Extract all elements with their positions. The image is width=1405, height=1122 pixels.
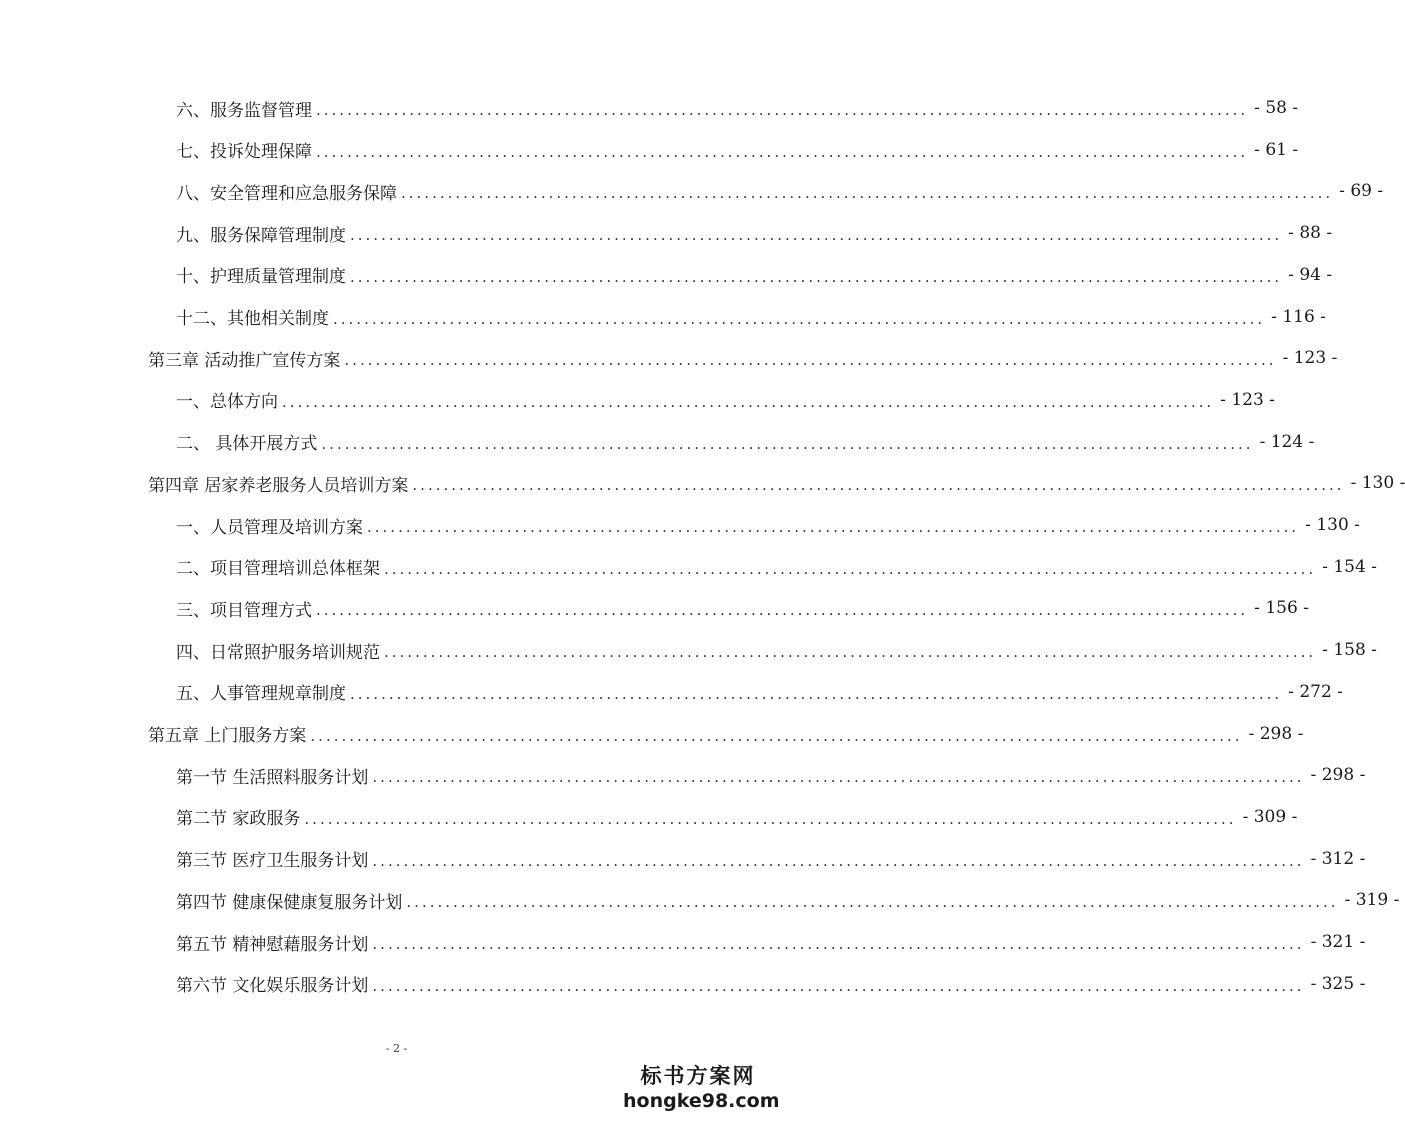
toc-dot-leader: ........................................................................................................................: [406, 893, 1339, 912]
toc-entry[interactable]: [0, 385, 1275, 415]
toc-entry-title: 七、投诉处理保障: [176, 142, 312, 163]
toc-dot-leader: ........................................................................................................................: [321, 434, 1254, 453]
toc-entry-page: - 130 -: [1350, 473, 1405, 494]
toc-entry-page: - 61 -: [1254, 139, 1299, 160]
toc-dot-leader: ........................................................................................................................: [384, 559, 1317, 578]
toc-entry-page: - 154 -: [1322, 556, 1377, 577]
toc-entry-title: 六、服务监督管理: [176, 100, 312, 121]
toc-entry-title: 三、项目管理方式: [176, 600, 312, 621]
toc-dot-leader: ........................................................................................................................: [350, 226, 1283, 245]
toc-entry[interactable]: [0, 260, 1333, 290]
toc-entry-page: - 272 -: [1288, 681, 1343, 702]
toc-entry[interactable]: [0, 302, 1326, 332]
toc-entry[interactable]: [0, 552, 1377, 582]
toc-entry[interactable]: [0, 635, 1377, 665]
toc-entry[interactable]: [0, 218, 1333, 248]
toc-entry[interactable]: [0, 802, 1298, 832]
toc-entry-title: 第五节 精神慰藉服务计划: [176, 934, 369, 955]
toc-entry-title: 十二、其他相关制度: [176, 309, 329, 329]
toc-entry-title: 一、人员管理及培训方案: [176, 517, 363, 538]
toc-dot-leader: ........................................................................................................................: [333, 309, 1266, 328]
toc-entry-title: 八、安全管理和应急服务保障: [176, 183, 397, 204]
toc-entry[interactable]: [0, 677, 1343, 707]
toc-dot-leader: ........................................................................................................................: [316, 142, 1249, 161]
toc-entry-page: - 88 -: [1288, 223, 1333, 244]
toc-entry[interactable]: [0, 927, 1366, 957]
toc-entry-title: 十、护理质量管理制度: [176, 267, 346, 288]
toc-entry-page: - 321 -: [1310, 932, 1366, 952]
toc-dot-leader: ........................................................................................................................: [350, 684, 1283, 703]
toc-entry[interactable]: [0, 593, 1309, 623]
toc-entry-page: - 158 -: [1322, 640, 1377, 661]
toc-entry-title: 九、服务保障管理制度: [176, 225, 346, 246]
toc-entry-page: - 319 -: [1344, 890, 1400, 911]
toc-entry-title: 一、总体方向: [176, 392, 278, 413]
watermark-url-text: hongke98.com: [623, 1090, 780, 1112]
toc-entry-title: 第四节 健康保健康复服务计划: [176, 892, 403, 913]
toc-entry[interactable]: [0, 135, 1299, 165]
toc-entry-title: 第五章 上门服务方案: [148, 726, 307, 746]
toc-dot-leader: ........................................................................................................................: [367, 518, 1300, 536]
toc-entry[interactable]: [0, 969, 1366, 999]
toc-dot-leader: ........................................................................................................................: [372, 976, 1305, 995]
toc-entry[interactable]: [0, 760, 1366, 790]
toc-entry[interactable]: [0, 93, 1299, 123]
toc-entry-page: - 156 -: [1254, 598, 1309, 619]
page-number: - 2 -: [385, 1042, 408, 1055]
toc-entry[interactable]: [0, 176, 1384, 206]
toc-dot-leader: ........................................................................................................................: [412, 476, 1345, 495]
toc-entry[interactable]: [0, 719, 1304, 749]
toc-dot-leader: ........................................................................................................................: [384, 643, 1317, 662]
toc-entry-page: - 58 -: [1254, 98, 1299, 118]
toc-entry-page: - 116 -: [1271, 306, 1326, 327]
toc-dot-leader: ........................................................................................................................: [282, 392, 1215, 411]
watermark-cn-text: 标书方案网: [640, 1064, 756, 1088]
toc-entry-title: 五、人事管理规章制度: [176, 684, 346, 705]
toc-entry-page: - 123 -: [1282, 348, 1338, 369]
toc-entry-page: - 309 -: [1242, 806, 1298, 827]
toc-entry-title: 第三节 医疗卫生服务计划: [176, 851, 369, 872]
toc-entry-page: - 298 -: [1310, 765, 1366, 786]
toc-entry-page: - 124 -: [1259, 431, 1315, 452]
site-watermark: [623, 1060, 780, 1112]
toc-entry-page: - 312 -: [1310, 848, 1366, 869]
toc-dot-leader: ........................................................................................................................: [350, 267, 1283, 286]
toc-entry-page: - 123 -: [1220, 389, 1275, 410]
toc-entry-page: - 69 -: [1339, 181, 1384, 202]
toc-entry-title: 第四章 居家养老服务人员培训方案: [148, 475, 409, 496]
toc-dot-leader: ........................................................................................................................: [316, 101, 1249, 119]
toc-entry-page: - 325 -: [1310, 973, 1366, 994]
toc-entry-page: - 94 -: [1288, 264, 1333, 285]
toc-entry-title: 第一节 生活照料服务计划: [176, 767, 369, 788]
toc-dot-leader: ........................................................................................................................: [401, 184, 1334, 203]
toc-entry[interactable]: [0, 885, 1400, 915]
toc-dot-leader: ........................................................................................................................: [372, 851, 1305, 870]
toc-entry-title: 二、项目管理培训总体框架: [176, 559, 380, 580]
toc-dot-leader: ........................................................................................................................: [372, 935, 1305, 953]
toc-entry-title: 第二节 家政服务: [176, 809, 301, 830]
toc-entry[interactable]: [0, 427, 1315, 457]
toc-dot-leader: ........................................................................................................................: [316, 601, 1249, 620]
toc-entry-title: 二、 具体开展方式: [176, 434, 318, 455]
toc-entry-title: 第三章 活动推广宣传方案: [148, 350, 341, 371]
toc-dot-leader: ........................................................................................................................: [372, 768, 1305, 787]
toc-entry-page: - 130 -: [1305, 515, 1360, 535]
toc-entry[interactable]: [0, 510, 1360, 540]
toc-entry-page: - 298 -: [1248, 723, 1304, 744]
toc-entry[interactable]: [0, 844, 1366, 874]
toc-dot-leader: ........................................................................................................................: [304, 809, 1237, 828]
toc-entry[interactable]: [0, 343, 1338, 373]
toc-dot-leader: ........................................................................................................................: [310, 726, 1243, 745]
toc-entry[interactable]: [0, 468, 1405, 498]
toc-entry-title: 四、日常照护服务培训规范: [176, 642, 380, 663]
toc-entry-title: 第六节 文化娱乐服务计划: [176, 976, 369, 997]
toc-dot-leader: ........................................................................................................................: [344, 351, 1277, 370]
